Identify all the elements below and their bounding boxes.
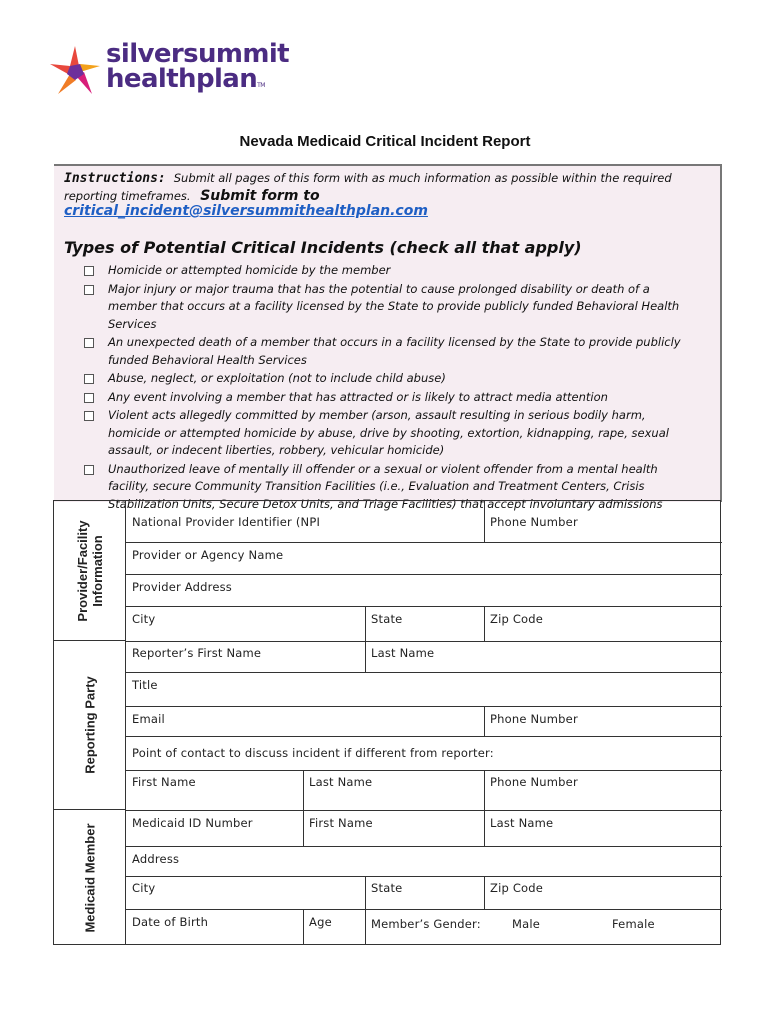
incident-type-item (84, 389, 694, 407)
npi-field[interactable]: National Provider Identifier (NPI (132, 515, 321, 529)
age-field[interactable]: Age (309, 915, 332, 929)
incident-type-item (84, 334, 694, 369)
incident-type-list (84, 262, 694, 514)
checkbox[interactable] (84, 411, 94, 421)
member-first-name-field[interactable]: First Name (309, 816, 373, 830)
instructions-text-b: reporting timeframes. (64, 189, 191, 203)
instructions-line-1 (64, 171, 672, 186)
instructions-label: Instructions: (64, 171, 166, 186)
logo-tm: TM (257, 82, 265, 89)
checkbox[interactable] (84, 338, 94, 348)
reporter-last-name-field[interactable]: Last Name (371, 646, 435, 660)
dob-field[interactable]: Date of Birth (132, 915, 209, 929)
member-state-field[interactable]: State (371, 881, 403, 895)
star-logo-icon (48, 44, 102, 98)
checkbox[interactable] (84, 393, 94, 403)
instructions-line-2 (64, 188, 320, 204)
logo-line1: silversummit (106, 39, 290, 69)
reporter-email-field[interactable]: Email (132, 712, 165, 726)
gender-male-option[interactable]: Male (512, 917, 541, 931)
incident-type-item (84, 262, 694, 280)
checkbox[interactable] (84, 285, 94, 295)
incident-type-label: Unauthorized leave of mentally ill offender or a sexual or violent offender from a mental health facility, secure Community Transition Facilities (i.e., Evaluation and Treatment Centers, Crisis Stabilization Units, Secure Detox Units, and Triage Facilities) that accept involuntary admissions (108, 461, 663, 511)
section-reporting-label: Reporting Party (82, 676, 97, 774)
incident-type-item (84, 407, 694, 460)
logo-text (106, 39, 290, 98)
provider-city-field[interactable]: City (132, 612, 156, 626)
incident-type-item (84, 281, 694, 334)
page-title: Nevada Medicaid Critical Incident Report (239, 133, 531, 150)
instructions-box (54, 164, 722, 511)
poc-label: Point of contact to discuss incident if different from reporter: (132, 746, 494, 760)
reporter-phone-field[interactable]: Phone Number (490, 712, 578, 726)
section-provider (54, 501, 126, 641)
checkbox[interactable] (84, 266, 94, 276)
section-reporting (54, 641, 126, 810)
reporter-first-name-field[interactable]: Reporter’s First Name (132, 646, 262, 660)
checkbox[interactable] (84, 465, 94, 475)
incident-type-label: Homicide or attempted homicide by the member (108, 263, 391, 277)
provider-address-field[interactable]: Provider Address (132, 580, 233, 594)
instructions-text-a: Submit all pages of this form with as much information as possible within the required (173, 171, 672, 185)
incident-types-heading: Types of Potential Critical Incidents (check all that apply) (64, 238, 582, 257)
medicaid-id-field[interactable]: Medicaid ID Number (132, 816, 253, 830)
poc-first-name-field[interactable]: First Name (132, 775, 196, 789)
reporter-title-field[interactable]: Title (132, 678, 158, 692)
member-city-field[interactable]: City (132, 881, 156, 895)
provider-name-field[interactable]: Provider or Agency Name (132, 548, 284, 562)
member-zip-field[interactable]: Zip Code (490, 881, 544, 895)
gender-label: Member’s Gender: (371, 917, 481, 931)
member-address-field[interactable]: Address (132, 852, 180, 866)
provider-state-field[interactable]: State (371, 612, 403, 626)
section-member-label: Medicaid Member (82, 822, 97, 933)
incident-type-label: An unexpected death of a member that occurs in a facility licensed by the State to provide publicly funded Behavioral Health Services (108, 335, 681, 367)
gender-female-option[interactable]: Female (612, 917, 655, 931)
logo (48, 39, 290, 102)
member-last-name-field[interactable]: Last Name (490, 816, 554, 830)
provider-phone-field[interactable]: Phone Number (490, 515, 578, 529)
section-member (54, 810, 126, 945)
submit-email-link[interactable]: critical_incident@silversummithealthplan.com (64, 203, 428, 219)
logo-line2: healthplanTM (106, 64, 265, 94)
incident-type-item (84, 370, 694, 388)
submit-label: Submit form to (200, 188, 320, 204)
report-form-table (53, 500, 721, 945)
poc-last-name-field[interactable]: Last Name (309, 775, 373, 789)
incident-type-label: Any event involving a member that has attracted or is likely to attract media attention (108, 389, 608, 404)
provider-zip-field[interactable]: Zip Code (490, 612, 544, 626)
section-provider-label: Provider/Facility Information (74, 519, 105, 622)
incident-type-label: Abuse, neglect, or exploitation (not to include child abuse) (108, 371, 446, 385)
incident-type-label: Major injury or major trauma that has the potential to cause prolonged disability or death of a member that occurs at a facility licensed by the State to provide publicly funded Behavioral Health Services (108, 281, 680, 331)
incident-type-label: Violent acts allegedly committed by member (arson, assault resulting in serious bodily harm, homicide or attempted homicide by abuse, drive by shooting, extortion, kidnapping, rape, sexual assault, or indecent liberties, robbery, vehicular homicide) (108, 408, 669, 457)
checkbox[interactable] (84, 374, 94, 384)
poc-phone-field[interactable]: Phone Number (490, 775, 578, 789)
